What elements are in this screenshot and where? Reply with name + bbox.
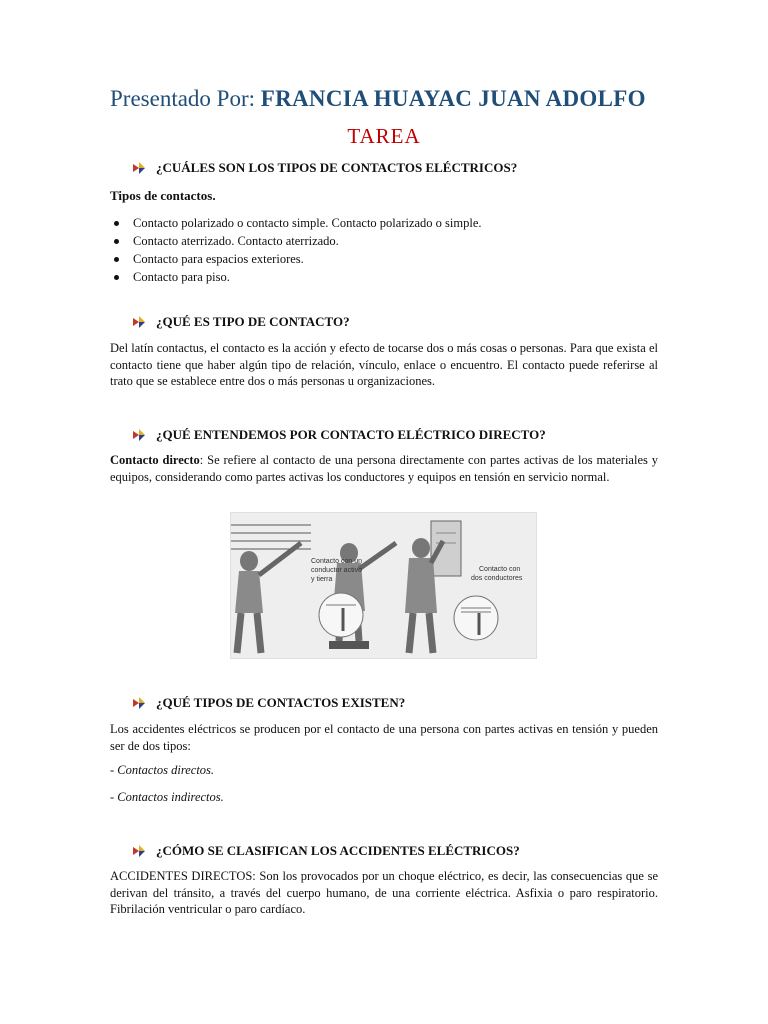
- section-heading-1: [132, 160, 517, 176]
- svg-text:conductor activo: conductor activo: [311, 567, 362, 574]
- section-question: ¿QUÉ ES TIPO DE CONTACTO?: [156, 314, 350, 329]
- section-heading-4: [132, 695, 405, 711]
- list-item: Contacto aterrizado. Contacto aterrizado.: [110, 232, 482, 250]
- arrow-bullet-icon: [132, 428, 146, 442]
- list-item: Contacto para piso.: [110, 268, 482, 286]
- arrow-bullet-icon: [132, 696, 146, 710]
- arrow-bullet-icon: [132, 844, 146, 858]
- author-name: FRANCIA HUAYAC JUAN ADOLFO: [260, 86, 646, 111]
- arrow-bullet-icon: [132, 161, 146, 175]
- section-label: Tipos de contactos.: [110, 188, 216, 203]
- section-heading-2: [132, 314, 350, 330]
- paragraph: ACCIDENTES DIRECTOS: Son los provocados por un choque eléctrico, es decir, las consecuencias que se derivan del tránsito, a través del cuerpo humano, de una corriente eléctrica. Asfixia o paro respiratorio. Fibrilación ventricular o paro cardíaco.: [110, 869, 658, 916]
- section-heading-5: [132, 843, 520, 859]
- list-line-direct: - Contactos directos.: [110, 763, 215, 777]
- figure-caption-left: Contacto con un: [311, 558, 362, 565]
- section-question: ¿CÓMO SE CLASIFICAN LOS ACCIDENTES ELÉCTRICOS?: [156, 843, 520, 858]
- page-subtitle: TAREA: [347, 124, 421, 148]
- direct-contact-figure: [230, 512, 537, 659]
- section-question: ¿QUÉ TIPOS DE CONTACTOS EXISTEN?: [156, 695, 406, 710]
- presented-label: Presentado Por:: [110, 86, 256, 111]
- section-question: ¿CUÁLES SON LOS TIPOS DE CONTACTOS ELÉCTRICOS?: [156, 160, 518, 175]
- section-heading-3: [132, 427, 546, 443]
- figure-caption-right: Contacto con: [479, 566, 521, 573]
- paragraph: Contacto directo: Se refiere al contacto de una persona directamente con partes activas de los materiales y equipos, considerando como partes activas los conductores y equipos en tensión en servicio normal.: [110, 453, 658, 484]
- list-item: Contacto para espacios exteriores.: [110, 250, 482, 268]
- arrow-bullet-icon: [132, 315, 146, 329]
- list-item: Contacto polarizado o contacto simple. Contacto polarizado o simple.: [110, 214, 482, 232]
- paragraph: Los accidentes eléctricos se producen por el contacto de una persona con partes activas en tensión y pueden ser de dos tipos:: [110, 722, 658, 753]
- term: Contacto directo: [110, 453, 200, 467]
- contact-types-list: [110, 214, 482, 286]
- paragraph: Del latín contactus, el contacto es la acción y efecto de tocarse dos o más cosas o personas. Para que exista el contacto tiene que haber algún tipo de relación, vínculo, enlace o encuentro. El contacto puede referirse al trato que se establece entre dos o más personas u organizaciones.: [110, 341, 658, 388]
- list-line-indirect: - Contactos indirectos.: [110, 790, 224, 804]
- svg-text:y tierra: y tierra: [311, 576, 333, 583]
- svg-text:dos conductores: dos conductores: [471, 575, 523, 582]
- page-title: [110, 86, 646, 112]
- section-question: ¿QUÉ ENTENDEMOS POR CONTACTO ELÉCTRICO DIRECTO?: [156, 427, 546, 442]
